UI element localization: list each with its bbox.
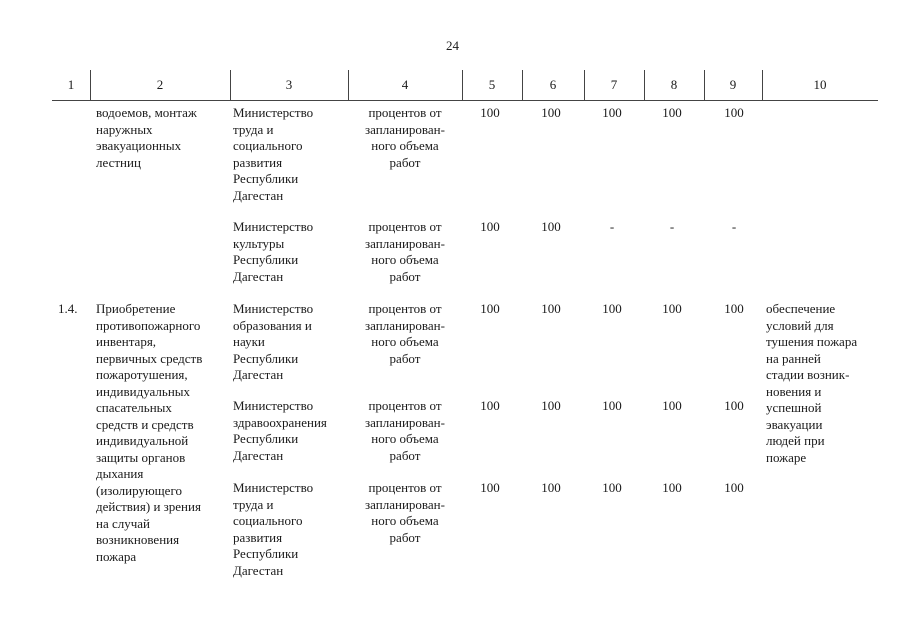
- value-cell-6: 100: [541, 105, 561, 120]
- table-header-row: [52, 70, 878, 101]
- executor-cell: Министерство труда и социального развития Республики Дагестан: [233, 480, 314, 578]
- value-cell-7: 100: [602, 480, 622, 495]
- header-col-9: 9: [704, 70, 763, 100]
- value-cell-7: 100: [602, 398, 622, 413]
- executor-cell: Министерство здравоохранения Республики Дагестан: [233, 398, 327, 463]
- value-cell-8: 100: [662, 480, 682, 495]
- header-col-4: 4: [348, 70, 463, 100]
- value-cell-8: 100: [662, 301, 682, 316]
- unit-cell: процентов от запланирован- ного объема работ: [365, 398, 445, 463]
- value-cell-6: 100: [541, 301, 561, 316]
- activity-cell: Приобретение противопожарного инвентаря, первичных средств пожаротушения, индивидуальных спасательных средств и средств индивидуальной защиты органов дыхания (изолирующего действия) и зрения на случай возникновения пожара: [96, 301, 203, 564]
- header-col-8: 8: [644, 70, 705, 100]
- value-cell-5: 100: [480, 105, 500, 120]
- header-col-7: 7: [584, 70, 645, 100]
- header-col-3: 3: [230, 70, 349, 100]
- executor-cell: Министерство труда и социального развития Республики Дагестан: [233, 105, 314, 203]
- value-cell-5: 100: [480, 219, 500, 234]
- executor-cell: Министерство образования и науки Республики Дагестан: [233, 301, 314, 382]
- executor-cell: Министерство культуры Республики Дагестан: [233, 219, 314, 284]
- value-cell-6: 100: [541, 398, 561, 413]
- value-cell-7: 100: [602, 105, 622, 120]
- value-cell-7: 100: [602, 301, 622, 316]
- unit-cell: процентов от запланирован- ного объема работ: [365, 480, 445, 545]
- unit-cell: процентов от запланирован- ного объема работ: [365, 301, 445, 366]
- value-cell-8: 100: [662, 105, 682, 120]
- value-cell-9: -: [731, 219, 737, 234]
- value-cell-5: 100: [480, 480, 500, 495]
- value-cell-9: 100: [724, 398, 744, 413]
- value-cell-5: 100: [480, 301, 500, 316]
- value-cell-8: -: [669, 219, 675, 234]
- header-col-10: 10: [813, 77, 827, 92]
- header-col-6: 6: [522, 70, 585, 100]
- page-number: 24: [446, 38, 459, 53]
- result-cell: обеспечение условий для тушения пожара на ранней стадии возник- новения и успешной эвакуации людей при пожаре: [766, 301, 858, 465]
- unit-cell: процентов от запланирован- ного объема работ: [365, 219, 445, 284]
- value-cell-5: 100: [480, 398, 500, 413]
- activity-cell: водоемов, монтаж наружных эвакуационных лестниц: [96, 105, 197, 170]
- value-cell-6: 100: [541, 219, 561, 234]
- value-cell-7: -: [609, 219, 615, 234]
- value-cell-9: 100: [724, 301, 744, 316]
- item-number: 1.4.: [58, 301, 78, 316]
- header-col-2: 2: [90, 70, 231, 100]
- value-cell-8: 100: [662, 398, 682, 413]
- unit-cell: процентов от запланирован- ного объема работ: [365, 105, 445, 170]
- value-cell-9: 100: [724, 480, 744, 495]
- value-cell-6: 100: [541, 480, 561, 495]
- header-col-5: 5: [462, 70, 523, 100]
- value-cell-9: 100: [724, 105, 744, 120]
- header-col-1: 1: [52, 70, 91, 100]
